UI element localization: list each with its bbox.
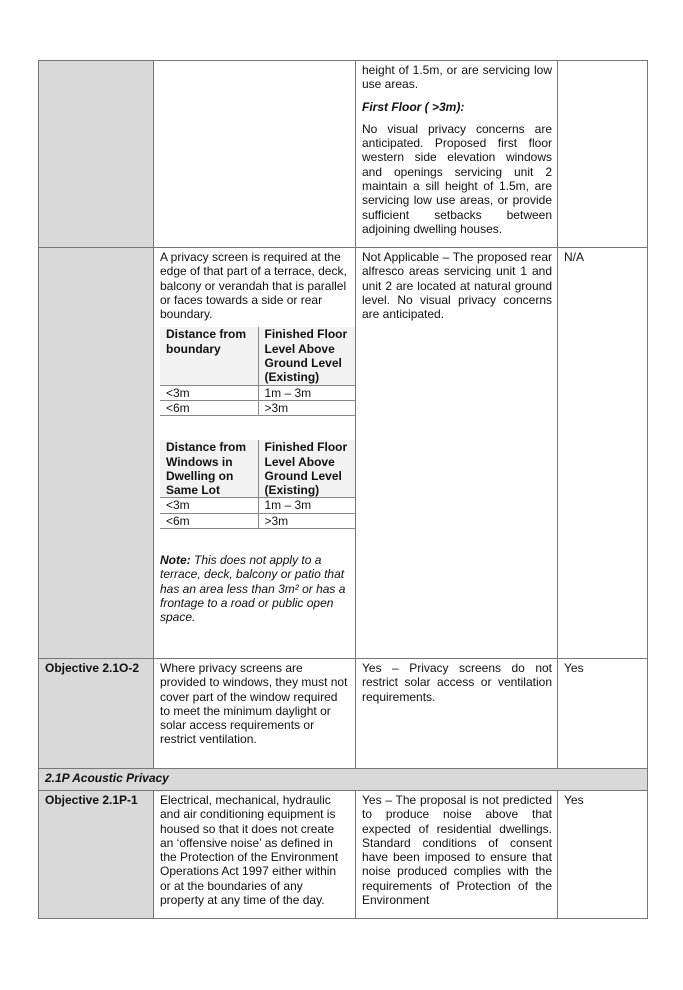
distance-table-windows: Distance from Windows in Dwelling on Same Lot Finished Floor Level Above Ground Level (Existing) <3m 1m – 3m <6m >3m xyxy=(160,440,356,529)
table-row xyxy=(39,61,648,248)
note: Note: This does not apply to a terrace, deck, balcony or patio that has an area less than 3m² or has a frontage to a road or public open space. xyxy=(160,553,346,625)
control-cell: A privacy screen is required at the edge of that part of a terrace, deck, balcony or verandah that is parallel or faces towards a side or rear boundary. Distance from boundary Finished Floor Level Above Ground Level (Existing) <3m 1m – 3m <6m >3m Distance from Windows in Dwelling on Same Lot Finished Floor Level Above Ground Level (Existing) <3m 1m – 3m <6m >3m Note: This does not apply to a terrace, deck, balcony or patio that has an area less than 3m² or has a frontage to a road or public open space. xyxy=(154,248,356,659)
compliance-cell xyxy=(558,61,648,248)
objective-cell: Objective 2.1O-2 xyxy=(39,659,154,769)
control-cell: Where privacy screens are provided to windows, they must not cover part of the window required to meet the minimum daylight or solar access requirements or restrict ventilation. xyxy=(154,659,356,769)
assessment-cell: Yes – The proposal is not predicted to produce noise above that expected of residential dwellings. Standard conditions of consent have been imposed to ensure that noise produced complies with the requirements of Protection of the Environment xyxy=(356,791,558,919)
subheading: First Floor ( >3m): xyxy=(362,99,465,114)
assessment-cell: height of 1.5m, or are servicing low use areas. First Floor ( >3m): No visual privacy concerns are anticipated. Proposed first floor western side elevation windows and openings servicing unit 2 maintain a sill height of 1.5m, are servicing low use areas, or provide sufficient setbacks between adjoining dwelling houses. xyxy=(356,61,558,248)
compliance-cell: N/A xyxy=(558,248,648,659)
objective-cell: Objective 2.1P-1 xyxy=(39,791,154,919)
section-row xyxy=(39,769,648,791)
objective-cell xyxy=(39,61,154,248)
section-heading: 2.1P Acoustic Privacy xyxy=(39,769,648,791)
table-row xyxy=(39,791,648,919)
distance-table-boundary: Distance from boundary Finished Floor Level Above Ground Level (Existing) <3m 1m – 3m <6m >3m xyxy=(160,327,356,416)
control-cell xyxy=(154,61,356,248)
compliance-table xyxy=(38,60,648,919)
assessment-cell: Not Applicable – The proposed rear alfresco areas servicing unit 1 and unit 2 are located at natural ground level. No visual privacy concerns are anticipated. xyxy=(356,248,558,659)
table-row xyxy=(39,659,648,769)
assessment-cell: Yes – Privacy screens do not restrict solar access or ventilation requirements. xyxy=(356,659,558,769)
compliance-cell: Yes xyxy=(558,791,648,919)
table-row xyxy=(39,248,648,659)
objective-cell xyxy=(39,248,154,659)
compliance-cell: Yes xyxy=(558,659,648,769)
control-cell: Electrical, mechanical, hydraulic and air conditioning equipment is housed so that it does not create an ‘offensive noise’ as defined in the Protection of the Environment Operations Act 1997 either within or at the boundaries of any property at any time of the day. xyxy=(154,791,356,919)
